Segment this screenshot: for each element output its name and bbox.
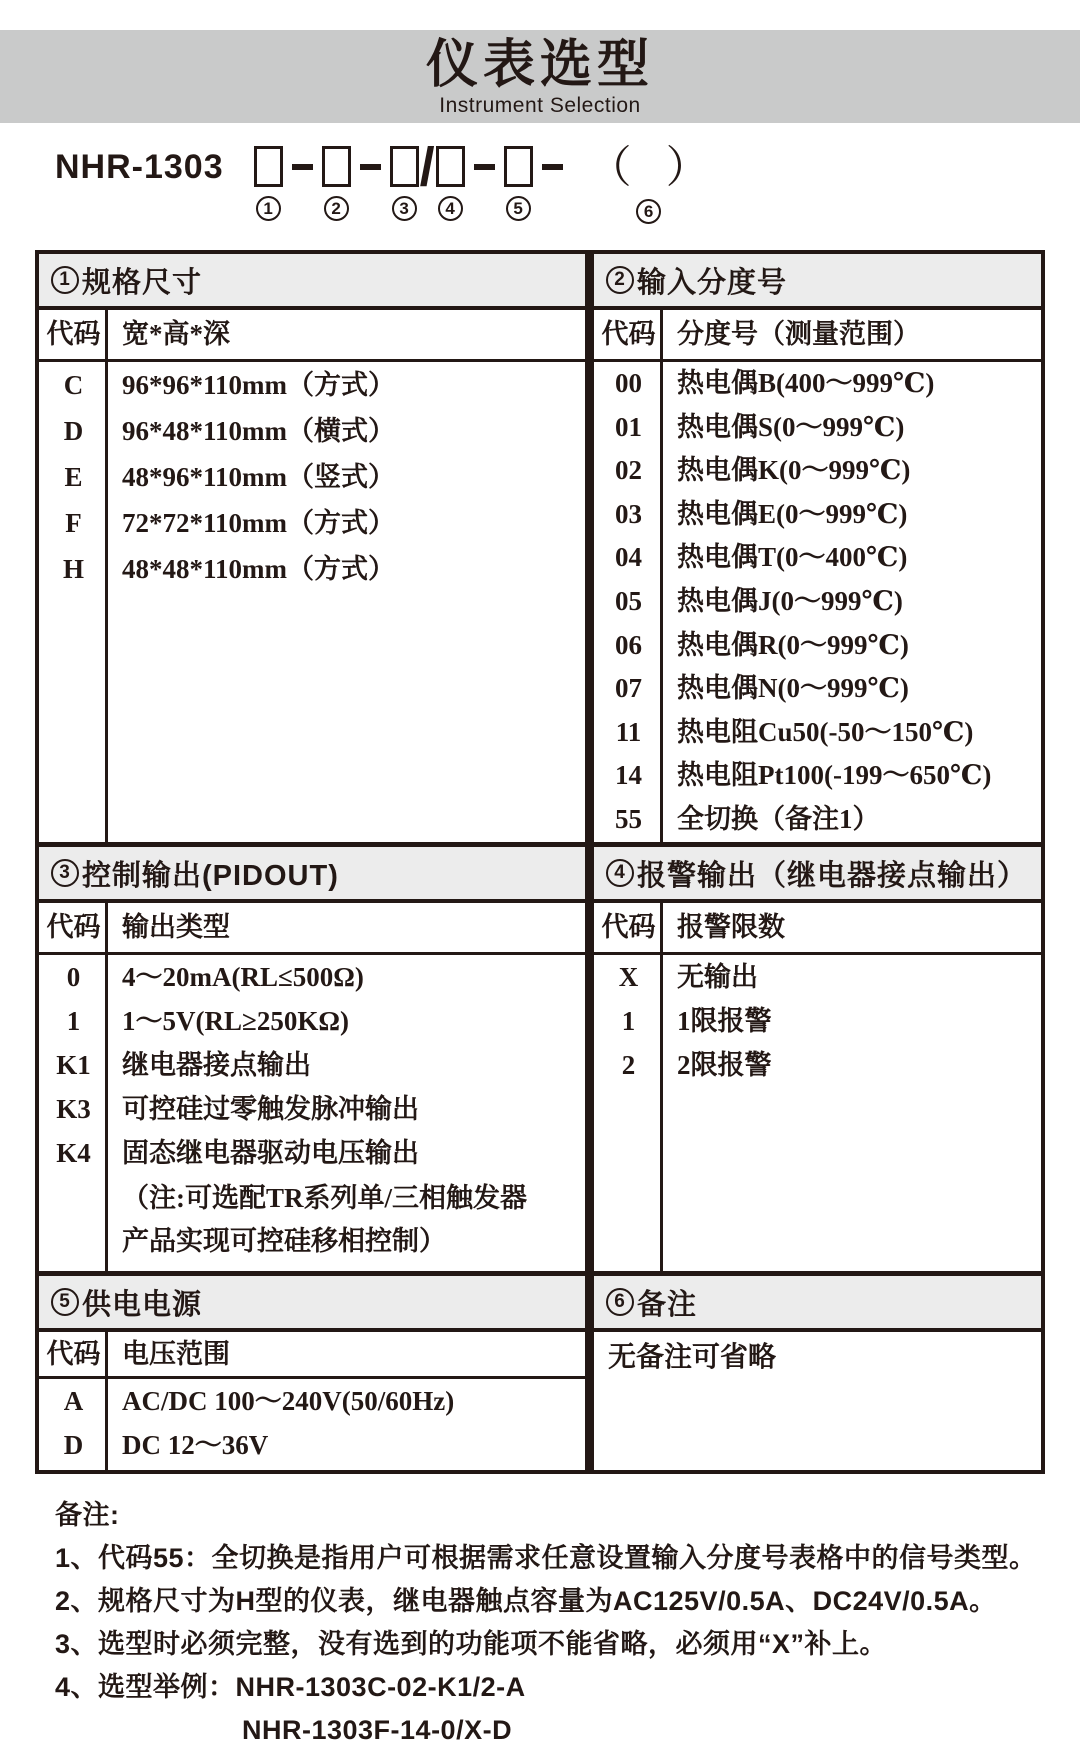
table-row: [39, 1043, 585, 1087]
table-row: [39, 500, 585, 546]
code-cell: K3: [56, 1094, 91, 1124]
table-row: [594, 406, 1041, 450]
table-row: [39, 999, 585, 1043]
desc-cell: 热电偶E(0～999℃): [677, 498, 908, 529]
code-header: 代码: [601, 319, 656, 349]
section-alarm: [594, 847, 1041, 1271]
code-cell: 05: [615, 585, 642, 616]
model-slot-3: [390, 146, 419, 221]
table-row: [594, 493, 1041, 537]
table-row: [594, 711, 1041, 755]
model-slot-4: [436, 146, 465, 221]
model-code-line: [55, 137, 710, 224]
table-band-1: [39, 254, 1041, 847]
table-row: [594, 999, 1041, 1043]
code-cell: 02: [615, 455, 642, 486]
slot-number-6: 6: [636, 199, 661, 224]
code-cell: E: [64, 462, 83, 492]
code-cell: 11: [615, 716, 642, 747]
section-title-power: 供电电源: [82, 1288, 203, 1321]
desc-cell: 1限报警: [677, 1006, 772, 1036]
column-header-row: [594, 310, 1041, 362]
column-header-row: [39, 1332, 585, 1379]
section-number-5: 5: [51, 1288, 79, 1316]
code-cell: 2: [621, 1050, 636, 1080]
section-title-alarm: 报警输出（继电器接点输出）: [637, 859, 1028, 892]
table-row: [594, 667, 1041, 711]
code-header: 代码: [46, 319, 101, 349]
model-slot-5: [504, 146, 533, 221]
table-row: [594, 1043, 1041, 1087]
desc-cell: 热电阻Pt100(-199～650℃): [677, 760, 992, 791]
model-dash-separator: [360, 164, 381, 170]
code-cell: 07: [615, 673, 642, 704]
section-header-power: [39, 1276, 585, 1332]
code-cell: D: [63, 1430, 84, 1460]
remark-content: 无备注可省略: [608, 1342, 777, 1373]
desc-cell: 热电阻Cu50(-50～150℃): [677, 716, 974, 747]
desc-cell: AC/DC 100～240V(50/60Hz): [122, 1386, 455, 1416]
desc-cell: 4～20mA(RL≤500Ω): [122, 962, 364, 992]
model-slot-box-1: [254, 146, 283, 187]
desc-header: 输出类型: [122, 912, 230, 942]
column-header-row: [39, 903, 585, 955]
table-row: [39, 955, 585, 999]
table-row: [39, 362, 585, 408]
model-paren-close: ）: [665, 143, 710, 192]
model-slot-box-4: [436, 146, 465, 187]
section-header-remark: [594, 1276, 1041, 1332]
section-remark: [594, 1276, 1041, 1470]
table-row: [39, 454, 585, 500]
table-row: [39, 546, 585, 592]
desc-cell: 固态继电器驱动电压输出: [122, 1138, 419, 1168]
model-parens: [587, 143, 710, 192]
code-cell: 01: [615, 411, 642, 442]
code-header: 代码: [46, 912, 101, 942]
desc-cell: 热电偶K(0～999℃): [677, 455, 911, 486]
table-center-divider: [585, 847, 594, 1271]
table-row: [594, 624, 1041, 668]
selection-table: [35, 250, 1045, 1474]
section-header-input: [594, 254, 1041, 310]
code-cell: 06: [615, 629, 642, 660]
code-cell: 04: [615, 542, 642, 573]
section-control: [39, 847, 585, 1271]
control-output-note: （注:可选配TR系列单/三相触发器产品实现可控硅移相控制）: [122, 1183, 527, 1256]
model-slot-box-5: [504, 146, 533, 187]
table-row: [594, 449, 1041, 493]
model-paren-open: （: [587, 143, 632, 192]
section-header-alarm: [594, 847, 1041, 903]
table-row: [594, 362, 1041, 406]
model-dash-separator: [542, 164, 563, 170]
model-slot-1: [254, 146, 283, 221]
code-cell: 55: [615, 803, 642, 834]
section-title-spec: 规格尺寸: [82, 266, 203, 299]
section-title-control: 控制输出(PIDOUT): [82, 859, 339, 892]
code-header: 代码: [601, 912, 656, 942]
desc-cell: DC 12～36V: [122, 1430, 269, 1460]
footnotes: [55, 1494, 1040, 1752]
section-header-control: [39, 847, 585, 903]
desc-cell: 热电偶N(0～999℃): [677, 673, 909, 704]
code-header: 代码: [46, 1339, 101, 1369]
footnotes-title: 备注:: [55, 1500, 120, 1530]
section-title-remark: 备注: [637, 1288, 698, 1321]
page-header: [0, 30, 1080, 123]
model-dash-separator: [292, 164, 313, 170]
model-slash: /: [419, 137, 435, 197]
table-row: [39, 1131, 585, 1175]
code-cell: C: [63, 370, 84, 400]
table-row: [39, 1087, 585, 1131]
desc-cell: 继电器接点输出: [122, 1050, 311, 1080]
table-row: [594, 754, 1041, 798]
section-number-1: 1: [51, 266, 79, 294]
table-center-divider: [585, 254, 594, 842]
section-number-4: 4: [606, 859, 634, 887]
code-cell: 00: [615, 368, 642, 398]
slot-number-4: 4: [438, 196, 463, 221]
desc-cell: 2限报警: [677, 1050, 772, 1080]
table-row: [594, 798, 1041, 842]
page-subtitle: Instrument Selection: [439, 94, 641, 117]
page-title: 仪表选型: [425, 36, 654, 94]
model-slot-2: [322, 146, 351, 221]
slot-number-1: 1: [256, 196, 281, 221]
code-cell: 14: [615, 760, 642, 791]
code-cell: 1: [621, 1006, 636, 1036]
desc-header: 宽*高*深: [122, 319, 230, 349]
slot-number-3: 3: [392, 196, 417, 221]
desc-cell: 48*48*110mm（方式）: [122, 554, 395, 584]
table-row: [39, 1423, 585, 1467]
model-paren-gap: [632, 146, 666, 190]
section-spec: [39, 254, 585, 842]
desc-cell: 无输出: [677, 962, 758, 992]
table-band-3: [39, 1276, 1041, 1470]
desc-cell: 热电偶T(0～400℃): [677, 542, 908, 573]
section-title-input: 输入分度号: [637, 266, 788, 299]
desc-cell: 热电偶J(0～999℃): [677, 585, 903, 616]
footnote-example-line2: NHR-1303F-14-0/X-D: [242, 1715, 513, 1745]
desc-cell: 1～5V(RL≥250KΩ): [122, 1006, 349, 1036]
code-cell: F: [65, 508, 82, 538]
table-row: [594, 536, 1041, 580]
code-cell: D: [63, 416, 84, 446]
model-prefix: NHR-1303: [55, 148, 224, 186]
code-cell: A: [63, 1386, 84, 1416]
desc-cell: 72*72*110mm（方式）: [122, 508, 395, 538]
code-cell: K1: [56, 1050, 91, 1080]
slot-number-2: 2: [324, 196, 349, 221]
table-row: [39, 408, 585, 454]
table-band-2: [39, 847, 1041, 1276]
desc-cell: 可控硅过零触发脉冲输出: [122, 1094, 419, 1124]
section-number-2: 2: [606, 266, 634, 294]
table-row: [39, 1379, 585, 1423]
desc-cell: 热电偶B(400～999℃): [677, 368, 935, 398]
desc-header: 分度号（测量范围）: [677, 319, 920, 349]
code-cell: K4: [56, 1138, 91, 1168]
footnote-2: 2、规格尺寸为H型的仪表，继电器触点容量为AC125V/0.5A、DC24V/0.5A。: [55, 1586, 997, 1616]
desc-cell: 96*96*110mm（方式）: [122, 370, 395, 400]
model-dash-separator: [474, 164, 495, 170]
code-cell: H: [62, 554, 84, 584]
model-slot-box-3: [390, 146, 419, 187]
footnote-3: 3、选型时必须完整，没有选到的功能项不能省略，必须用“X”补上。: [55, 1629, 888, 1659]
desc-cell: 96*48*110mm（横式）: [122, 416, 395, 446]
footnote-4: 4、选型举例：NHR-1303C-02-K1/2-A: [55, 1672, 526, 1702]
footnote-1: 1、代码55：全切换是指用户可根据需求任意设置输入分度号表格中的信号类型。: [55, 1543, 1037, 1573]
desc-cell: 48*96*110mm（竖式）: [122, 462, 395, 492]
desc-header: 电压范围: [122, 1339, 230, 1369]
code-cell: 0: [66, 962, 81, 992]
desc-cell: 热电偶R(0～999℃): [677, 629, 909, 660]
section-power: [39, 1276, 585, 1470]
desc-header: 报警限数: [677, 912, 785, 942]
code-cell: X: [618, 962, 639, 992]
code-cell: 1: [66, 1006, 81, 1036]
section-number-3: 3: [51, 859, 79, 887]
slot-number-5: 5: [506, 196, 531, 221]
desc-cell: 热电偶S(0～999℃): [677, 411, 905, 442]
section-input: [594, 254, 1041, 842]
table-row: [594, 955, 1041, 999]
column-header-row: [39, 310, 585, 362]
section-header-spec: [39, 254, 585, 310]
section-number-6: 6: [606, 1288, 634, 1316]
desc-cell: 全切换（备注1）: [677, 803, 880, 834]
model-slot-6: [587, 143, 710, 224]
code-cell: 03: [615, 498, 642, 529]
column-header-row: [594, 903, 1041, 955]
table-center-divider: [585, 1276, 594, 1470]
model-slot-box-2: [322, 146, 351, 187]
table-row: [594, 580, 1041, 624]
